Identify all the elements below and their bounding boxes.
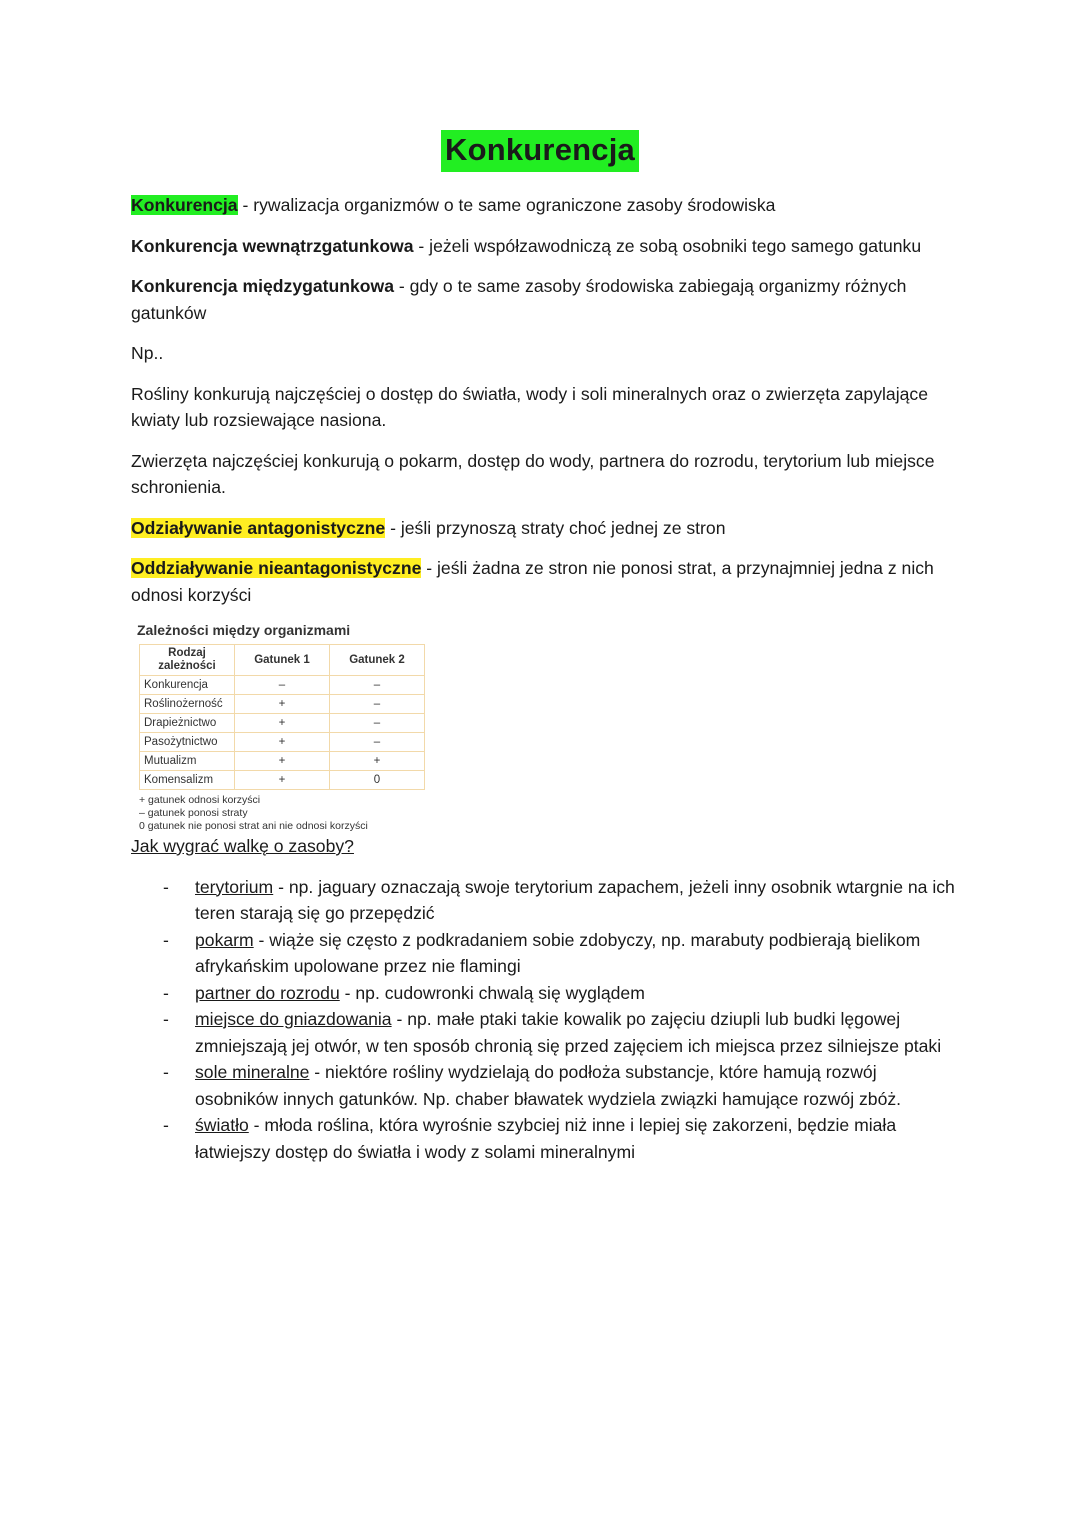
document-body: [131, 192, 961, 1165]
row-g2: –: [330, 676, 425, 695]
term-wewnatrzgatunkowa: Konkurencja wewnątrzgatunkowa: [131, 235, 414, 256]
list-item: [131, 1112, 961, 1165]
row-g2: –: [330, 733, 425, 752]
definition-miedzygatunkowa: [131, 273, 961, 326]
row-g1: +: [235, 695, 330, 714]
relations-figure: [137, 622, 437, 833]
title-container: [0, 130, 1080, 172]
definition-wewnatrzgatunkowa: [131, 233, 961, 260]
table-row: [140, 714, 425, 733]
legend-item: – gatunek ponosi straty: [139, 807, 248, 819]
row-name: Mutualizm: [140, 752, 235, 771]
table-row: [140, 771, 425, 790]
legend-item: + gatunek odnosi korzyści: [139, 794, 261, 806]
list-item: [131, 874, 961, 927]
table-row: [140, 752, 425, 771]
row-name: Komensalizm: [140, 771, 235, 790]
item-term: partner do rozrodu: [195, 982, 340, 1003]
relations-table: [139, 644, 425, 790]
row-name: Roślinożerność: [140, 695, 235, 714]
definition-text: - rywalizacja organizmów o te same ograniczone zasoby środowiska: [237, 195, 776, 215]
definition-text: - jeśli przynoszą straty choć jednej ze stron: [385, 517, 726, 538]
row-name: Drapieżnictwo: [140, 714, 235, 733]
item-text: - np. małe ptaki takie kowalik po zajęciu dziupli lub budki lęgowej zmniejszają jej otwór, w ten sposób chronią się przed zajęciem ich miejsca przez silniejsze ptaki: [195, 1009, 942, 1056]
row-name: Konkurencja: [140, 676, 235, 695]
item-text: - młoda roślina, która wyrośnie szybciej niż inne i lepiej się zakorzeni, będzie miała łatwiejszy dostęp do światła i wody z solami mineralnymi: [195, 1115, 897, 1162]
table-header-row: [140, 645, 425, 676]
item-text: - np. cudowronki chwalą się wyglądem: [339, 982, 645, 1003]
item-term: terytorium: [195, 876, 274, 897]
list-item: [131, 980, 961, 1007]
item-term: światło: [195, 1115, 249, 1135]
item-text: - wiąże się często z podkradaniem sobie zdobyczy, np. marabuty podbierają bielikom afrykańskim upolowane przez nie flamingi: [195, 929, 921, 976]
term-antagonistic: Odziaływanie antagonistyczne: [131, 517, 386, 538]
table-row: [140, 695, 425, 714]
item-text: - niektóre rośliny wydzielają do podłoża substancje, które hamują rozwój osobników innych gatunków. Np. chaber bławatek wydziela związki hamujące rozwój zbóż.: [195, 1062, 902, 1109]
row-name: Pasożytnictwo: [140, 733, 235, 752]
dash-marker: -: [163, 1062, 169, 1082]
figure-legend: [139, 794, 437, 833]
paragraph-zwierzeta: Zwierzęta najczęściej konkurują o pokarm, dostęp do wody, partnera do rozrodu, terytorium lub miejsce schronienia.: [131, 450, 935, 497]
dash-marker: -: [163, 982, 169, 1003]
definition-antagonistic: [131, 515, 961, 542]
row-g1: +: [235, 752, 330, 771]
term-nonantagonistic: Oddziaływanie nieantagonistyczne: [131, 558, 422, 578]
item-term: pokarm: [195, 929, 254, 950]
list-item: [131, 1006, 961, 1059]
item-text: - np. jaguary oznaczają swoje terytorium zapachem, jeżeli inny osobnik wtargnie na ich teren starają się go przepędzić: [195, 876, 955, 923]
item-term: sole mineralne: [195, 1062, 310, 1082]
list-item: [131, 927, 961, 980]
header-species2: Gatunek 2: [330, 645, 425, 676]
row-g1: +: [235, 733, 330, 752]
row-g2: 0: [330, 771, 425, 790]
header-type: Rodzaj zależności: [140, 645, 235, 676]
dash-marker: -: [163, 876, 169, 897]
legend-item: 0 gatunek nie ponosi strat ani nie odnosi korzyści: [139, 820, 368, 832]
row-g1: –: [235, 676, 330, 695]
resource-list: [131, 874, 961, 1166]
item-term: miejsce do gniazdowania: [195, 1009, 392, 1029]
definition-text: - jeśli żadna ze stron nie ponosi strat, a przynajmniej jedna z nich odnosi korzyści: [131, 558, 934, 605]
term-miedzygatunkowa: Konkurencja międzygatunkowa: [131, 276, 394, 296]
row-g2: –: [330, 695, 425, 714]
definition-text: - jeżeli współzawodniczą ze sobą osobniki tego samego gatunku: [413, 235, 922, 256]
dash-marker: -: [163, 1009, 169, 1029]
row-g1: +: [235, 714, 330, 733]
np-label: Np..: [131, 343, 164, 363]
term-konkurencja: Konkurencja: [131, 195, 238, 215]
page-title: Konkurencja: [441, 130, 639, 172]
paragraph-rosliny: Rośliny konkurują najczęściej o dostęp do światła, wody i soli mineralnych oraz o zwierzęta zapylające kwiaty lub rozsiewające nasiona.: [131, 383, 928, 430]
definition-text: - gdy o te same zasoby środowiska zabiegają organizmy różnych gatunków: [131, 276, 907, 323]
dash-marker: -: [163, 1115, 169, 1135]
table-row: [140, 676, 425, 695]
row-g1: +: [235, 771, 330, 790]
dash-marker: -: [163, 929, 169, 950]
header-species1: Gatunek 1: [235, 645, 330, 676]
list-item: [131, 1059, 961, 1112]
section-question: Jak wygrać walkę o zasoby?: [131, 836, 354, 856]
definition-konkurencja: [131, 192, 961, 219]
row-g2: –: [330, 714, 425, 733]
row-g2: +: [330, 752, 425, 771]
table-row: [140, 733, 425, 752]
definition-nonantagonistic: [131, 555, 961, 608]
figure-title: Zależności między organizmami: [137, 622, 351, 638]
